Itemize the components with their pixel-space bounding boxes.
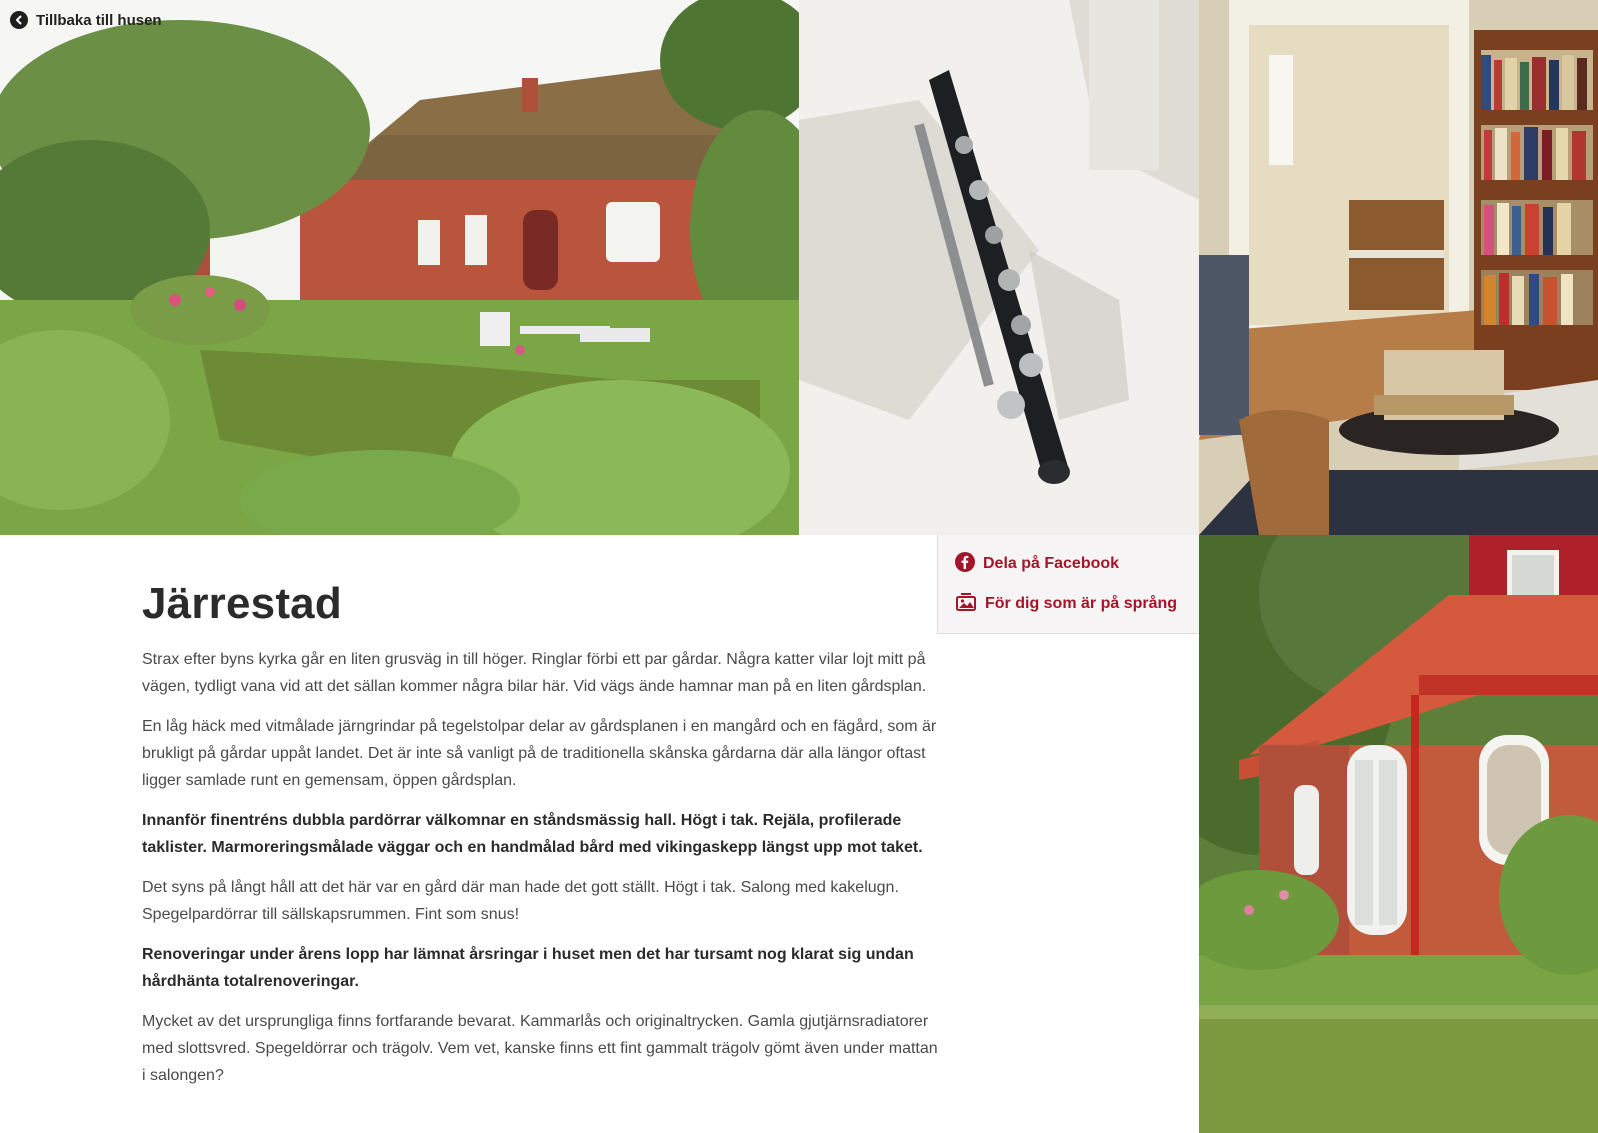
photo-library-room-piano bbox=[1199, 0, 1598, 535]
article-paragraph: En låg häck med vitmålade järngrindar på tegelstolpar delar av gårdsplanen i en mangård och en fägård, som är brukligt på gårdar uppåt landet. Det är inte så vanligt på de traditionella skånska gårdarna där alla längor oftast ligger samlade runt en gemensam, öppen gårdsplan. bbox=[142, 718, 937, 789]
share-mobile-label: För dig som är på språng bbox=[985, 595, 1178, 612]
photo-share-icon bbox=[955, 592, 977, 617]
chevron-left-circle-icon bbox=[10, 11, 28, 29]
share-facebook-link[interactable] bbox=[955, 553, 1199, 575]
facebook-icon bbox=[955, 552, 975, 577]
share-facebook-label: Dela på Facebook bbox=[983, 555, 1120, 572]
article-paragraph: Mycket av det ursprungliga finns fortfarande bevarat. Kammarlås och originaltrycken. Gamla gjutjärnsradiatorer med slottsvred. Spegeldörrar och trägolv. Vem vet, kanske finns ett fint gammalt trägolv gömt även under mattan i salongen? bbox=[142, 1013, 938, 1084]
article-paragraph: Strax efter byns kyrka går en liten grusväg in till höger. Ringlar förbi ett par gårdar. Några katter vilar lojt mitt på vägen, tydligt vana vid att det sällan kommer några bilar här. Vid vägs ände hamnar man på en liten gårdsplan. bbox=[142, 651, 927, 695]
page-title: Järrestad bbox=[142, 579, 342, 628]
share-panel bbox=[937, 535, 1199, 634]
article-content bbox=[142, 580, 942, 1102]
photo-flute-on-windowsill bbox=[799, 0, 1199, 535]
share-mobile-link[interactable] bbox=[955, 593, 1199, 615]
back-link-label: Tillbaka till husen bbox=[36, 11, 162, 29]
back-to-houses-link[interactable] bbox=[10, 11, 162, 29]
article-paragraph: Det syns på långt håll att det här var en gård där man hade det gott ställt. Högt i tak. Salong med kakelugn. Spegelpardörrar till sällskapsrummen. Fint som snus! bbox=[142, 879, 899, 923]
article-paragraph-bold: Renoveringar under årens lopp har lämnat årsringar i huset men det har tursamt nog klarat sig undan hårdhänta totalrenoveringar. bbox=[142, 946, 914, 990]
photo-brick-farmhouse-garden bbox=[0, 0, 799, 535]
article-paragraph-bold: Innanför finentréns dubbla pardörrar välkomnar en ståndsmässig hall. Högt i tak. Rejäla, profilerade taklister. Marmoreringsmålade väggar och en handmålad bård med vikingaskepp längst upp mot taket. bbox=[142, 812, 923, 856]
photo-brick-house-corner bbox=[1199, 535, 1598, 1133]
